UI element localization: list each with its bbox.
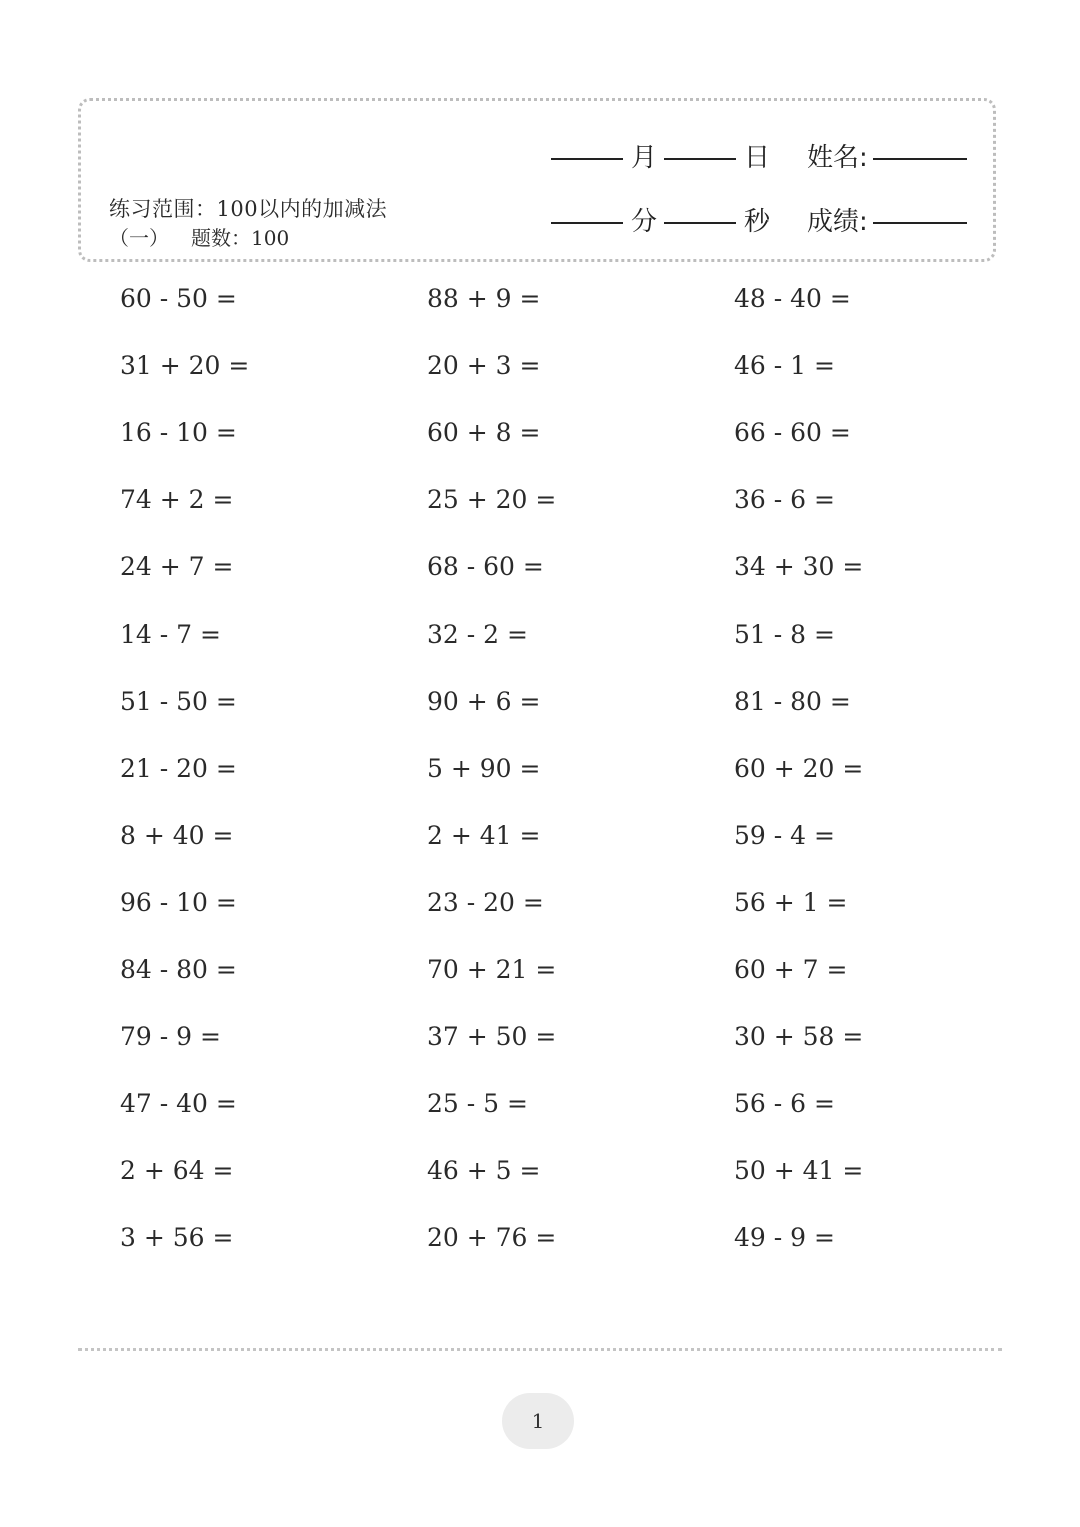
problem-item: 5 + 90 = (427, 753, 541, 783)
problem-item: 32 - 2 = (427, 619, 528, 649)
footer-divider (78, 1348, 1002, 1351)
problem-item: 48 - 40 = (734, 284, 851, 313)
practice-range-text: 练习范围：100以内的加减法 (109, 197, 388, 221)
problem-item: 88 + 9 = (427, 284, 541, 313)
problem-item: 25 - 5 = (427, 1089, 528, 1119)
problem-item: 34 + 30 = (734, 552, 864, 582)
score-label: 成绩: (807, 207, 868, 237)
problem-item: 51 - 8 = (734, 619, 835, 649)
problem-item: 79 - 9 = (120, 1022, 221, 1052)
problem-item: 68 - 60 = (427, 552, 544, 582)
problem-item: 2 + 64 = (120, 1156, 234, 1186)
day-blank[interactable] (664, 158, 736, 160)
score-blank[interactable] (873, 222, 967, 224)
problem-item: 36 - 6 = (734, 485, 835, 515)
problem-item: 84 - 80 = (120, 955, 237, 984)
problem-item: 46 + 5 = (427, 1156, 541, 1186)
problem-item: 31 + 20 = (120, 351, 250, 381)
problem-item: 56 + 1 = (734, 887, 848, 917)
problem-item: 21 - 20 = (120, 753, 237, 783)
problem-item: 60 - 50 = (120, 284, 237, 313)
name-label: 姓名: (807, 143, 868, 173)
practice-range-subtext (109, 222, 289, 251)
second-label: 秒 (744, 207, 771, 237)
problem-item: 96 - 10 = (120, 887, 237, 917)
problem-item: 60 + 7 = (734, 955, 848, 984)
problem-item: 90 + 6 = (427, 686, 541, 716)
minute-label: 分 (631, 207, 658, 237)
problem-item: 47 - 40 = (120, 1089, 237, 1119)
day-label: 日 (744, 143, 771, 173)
name-blank[interactable] (873, 158, 967, 160)
problem-item: 60 + 8 = (427, 418, 541, 448)
problem-item: 25 + 20 = (427, 485, 557, 515)
problem-item: 74 + 2 = (120, 485, 234, 515)
minute-blank[interactable] (551, 222, 623, 224)
problem-item: 20 + 3 = (427, 351, 541, 381)
problem-item: 66 - 60 = (734, 418, 851, 448)
page-number-badge: 1 (502, 1393, 574, 1449)
problem-item: 81 - 80 = (734, 686, 851, 716)
problem-item: 8 + 40 = (120, 820, 234, 850)
worksheet-header (78, 98, 996, 262)
problem-item: 23 - 20 = (427, 887, 544, 917)
problem-item: 56 - 6 = (734, 1089, 835, 1119)
question-count-label: 题数：100 (191, 226, 290, 250)
problem-item: 37 + 50 = (427, 1022, 557, 1052)
problem-item: 24 + 7 = (120, 552, 234, 582)
problem-item: 30 + 58 = (734, 1022, 864, 1052)
problem-item: 50 + 41 = (734, 1156, 864, 1186)
month-blank[interactable] (551, 158, 623, 160)
problem-item: 60 + 20 = (734, 753, 864, 783)
problem-item: 70 + 21 = (427, 955, 557, 984)
problem-item: 59 - 4 = (734, 820, 835, 850)
problem-item: 49 - 9 = (734, 1223, 835, 1253)
second-blank[interactable] (664, 222, 736, 224)
problem-item: 20 + 76 = (427, 1223, 557, 1253)
problem-item: 16 - 10 = (120, 418, 237, 448)
problem-item: 3 + 56 = (120, 1223, 234, 1253)
problem-item: 46 - 1 = (734, 351, 835, 381)
problem-item: 51 - 50 = (120, 686, 237, 716)
month-label: 月 (631, 143, 658, 173)
problem-item: 14 - 7 = (120, 619, 221, 649)
volume-label: （一） (109, 226, 169, 250)
problem-item: 2 + 41 = (427, 820, 541, 850)
